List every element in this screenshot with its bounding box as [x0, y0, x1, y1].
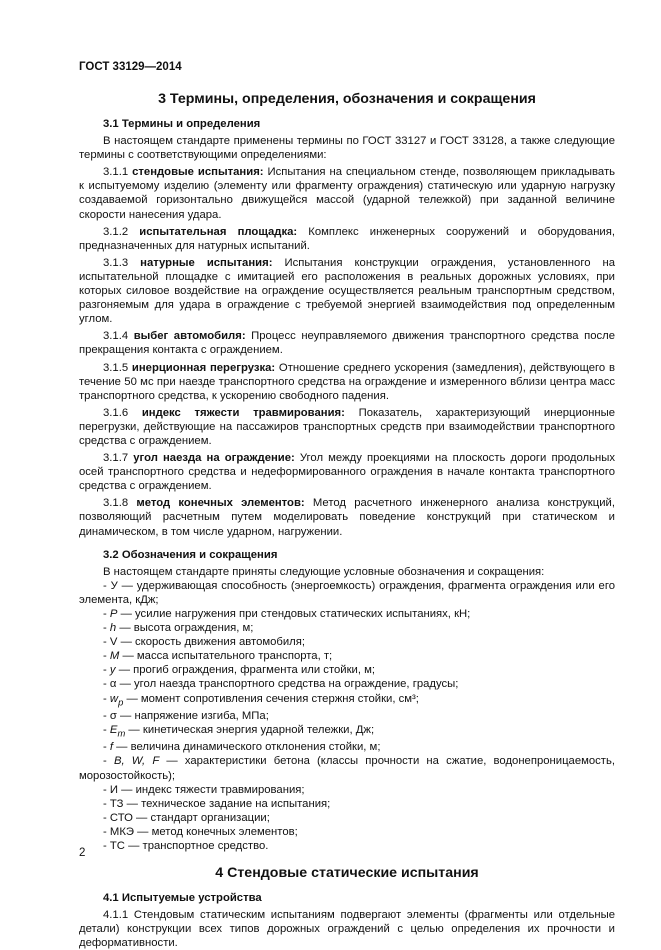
- symbol: f: [109, 741, 114, 754]
- document-body: [79, 91, 615, 950]
- term-definition: [79, 496, 615, 538]
- term-name: угол наезда на ограждение:: [133, 452, 295, 465]
- subsection-3-2-title: 3.2 Обозначения и сокращения: [103, 548, 278, 561]
- term-name: выбег автомобиля:: [133, 330, 246, 343]
- term-number: 3.1.5: [103, 361, 132, 374]
- symbol: И: [109, 783, 119, 796]
- symbol-description: — характеристики бетона (классы прочности на сжатие, водонепроницаемость, морозостойкость);: [79, 755, 616, 782]
- term-definition: [79, 329, 615, 357]
- term-definition: [79, 165, 615, 221]
- symbol-item: - σ — напряжение изгиба, МПа;: [103, 709, 269, 722]
- symbol: ТЗ: [109, 797, 124, 810]
- symbol-description: — стандарт организации;: [132, 811, 270, 824]
- symbol-description: — напряжение изгиба, МПа;: [116, 709, 269, 722]
- symbol-item: - P — усилие нагружения при стендовых статических испытаниях, кН;: [103, 608, 471, 620]
- symbol-item: - У — удерживающая способность (энергоемкость) ограждения, фрагмента ограждения или его элемента, кДж;: [79, 579, 615, 606]
- subsection-3-1-intro: В настоящем стандарте применены термины по ГОСТ 33127 и ГОСТ 33128, а также следующие термины с соответствующими определениями:: [79, 135, 615, 162]
- term-number: 3.1.7: [103, 452, 134, 465]
- term-text: Испытания конструкции ограждения, установленного на испытательной площадке с имитацией его расположения в реальных дорожных условиях, при которых силовое воздействие на ограждение осуществляется реальным транспортным средством, разгоняемым для удара в ограждение с требуемой энергией взаимодействия под определенным углом.: [79, 256, 615, 326]
- term-text: Процесс неуправляемого движения транспортного средства после прекращения контакта с ограждением.: [79, 330, 615, 357]
- term-name: метод конечных элементов:: [136, 497, 305, 510]
- symbol-item: - $w_p$ — момент сопротивления сечения стержня стойки, см³;: [103, 692, 419, 707]
- symbol: M: [109, 650, 120, 663]
- section-4-title: 4 Стендовые статические испытания: [215, 865, 479, 882]
- term-definition: [79, 361, 615, 403]
- symbol-item: - И — индекс тяжести травмирования;: [103, 783, 305, 796]
- symbol-item: - ТЗ — техническое задание на испытания;: [103, 797, 331, 810]
- symbol-description: — кинетическая энергия ударной тележки, Дж;: [125, 724, 375, 736]
- term-number: 3.1.8: [103, 497, 137, 510]
- symbol-item: - M — масса испытательного транспорта, т;: [103, 650, 333, 663]
- symbol-description: — индекс тяжести травмирования;: [118, 783, 305, 796]
- term-number: 3.1.6: [103, 406, 142, 419]
- symbol-description: — метод конечных элементов;: [134, 825, 298, 838]
- term-text: Комплекс инженерных сооружений и оборудования, предназначенных для натурных испытаний.: [79, 225, 615, 252]
- symbol: B, W, F: [113, 755, 160, 768]
- symbol-item: - y — прогиб ограждения, фрагмента или стойки, м;: [103, 664, 376, 677]
- symbol: α: [109, 678, 117, 691]
- term-name: стендовые испытания:: [132, 166, 264, 179]
- symbol-item: - B, W, F — характеристики бетона (классы прочности на сжатие, водонепроницаемость, морозостойкость);: [79, 755, 616, 782]
- symbol-item: - ТС — транспортное средство.: [103, 840, 269, 852]
- symbol: E: [109, 724, 118, 736]
- symbol-description: — момент сопротивления сечения стержня стойки, см³;: [123, 692, 419, 705]
- symbol-item: - МКЭ — метод конечных элементов;: [103, 825, 298, 838]
- symbol-description: — величина динамического отклонения стойки, м;: [113, 741, 381, 754]
- subsection-3-2-intro: В настоящем стандарте приняты следующие условные обозначения и сокращения:: [103, 565, 545, 578]
- symbol-item: - $E_т$ — кинетическая энергия ударной тележки, Дж;: [103, 724, 375, 739]
- term-text: Показатель, характеризующий инерционные перегрузки, действующие на пассажиров транспортных средств при взаимодействии транспортного средства с ограждением.: [79, 406, 615, 447]
- terms-list: [79, 165, 615, 538]
- symbol: y: [109, 664, 116, 677]
- symbol-subscript: т: [117, 727, 126, 739]
- paragraph-4-1-1: 4.1.1 Стендовым статическим испытаниям подвергают элементы (фрагменты или отдельные детали) конструкции всех типов дорожных ограждений с целью определения их прочности и деформативности.: [79, 909, 615, 950]
- document-header: ГОСТ 33129—2014: [79, 61, 182, 73]
- term-number: 3.1.1: [103, 166, 133, 179]
- symbol-description: — высота ограждения, м;: [116, 622, 254, 635]
- symbols-list: [79, 579, 615, 853]
- symbol-item: - СТО — стандарт организации;: [103, 811, 270, 824]
- symbol: V: [109, 636, 118, 649]
- term-definition: [79, 225, 615, 253]
- symbol: h: [109, 622, 117, 635]
- term-definition: [79, 256, 615, 326]
- symbol: МКЭ: [109, 825, 135, 838]
- symbol-subscript: p: [118, 695, 124, 707]
- symbol: w: [109, 692, 119, 705]
- symbol-description: — масса испытательного транспорта, т;: [119, 650, 333, 663]
- symbol-item: - h — высота ограждения, м;: [103, 622, 254, 635]
- symbol-description: — техническое задание на испытания;: [123, 797, 331, 810]
- symbol: σ: [109, 709, 117, 722]
- section-3-title: 3 Термины, определения, обозначения и сокращения: [158, 91, 536, 107]
- symbol-description: — транспортное средство.: [124, 840, 269, 852]
- symbol-item: - f — величина динамического отклонения стойки, м;: [103, 741, 381, 754]
- subsection-4-1-title: 4.1 Испытуемые устройства: [103, 892, 262, 905]
- term-text: Отношение среднего ускорения (замедления), действующего в течение 50 мс при наезде транспортного средства на ограждение и измеренного вблизи центра масс транспортного средства, к ускорению свободного падения.: [79, 361, 615, 402]
- term-definition: [79, 406, 615, 448]
- term-definition: [79, 451, 615, 493]
- symbol-description: — угол наезда транспортного средства на ограждение, градусы;: [116, 678, 459, 691]
- term-name: испытательная площадка:: [139, 225, 298, 238]
- symbol: ТС: [109, 840, 125, 852]
- term-text: Угол между проекциями на плоскость дороги продольных осей транспортного средства и недеформированного ограждения в начале контакта транспортного средства с ограждением.: [79, 452, 616, 493]
- symbol-item: - V — скорость движения автомобиля;: [103, 636, 306, 649]
- term-number: 3.1.4: [103, 330, 134, 343]
- symbol: P: [109, 608, 118, 620]
- symbol-item: - α — угол наезда транспортного средства на ограждение, градусы;: [103, 678, 459, 691]
- symbol: У: [110, 579, 118, 592]
- term-text: Испытания на специальном стенде, позволяющем прикладывать к испытуемому изделию (элементу или фрагменту ограждения) статическую или ударную нагрузку создаваемой горизонтально движущейся массой (ударной тележкой) при заданной величине скорости нанесения удара.: [79, 166, 616, 221]
- page-number: 2: [79, 847, 86, 859]
- symbol: СТО: [109, 811, 133, 824]
- term-number: 3.1.3: [103, 256, 141, 269]
- term-name: индекс тяжести травмирования:: [141, 406, 345, 419]
- term-name: натурные испытания:: [140, 256, 273, 269]
- term-text: Метод расчетного инженерного анализа конструкций, позволяющий расчетным путем моделировать поведение конструкций при статическом и динамическом, в том числе ударном, нагружении.: [79, 497, 615, 538]
- term-number: 3.1.2: [103, 225, 140, 238]
- symbol-description: — усилие нагружения при стендовых статических испытаниях, кН;: [117, 608, 471, 620]
- symbol-description: — скорость движения автомобиля;: [117, 636, 306, 649]
- term-name: инерционная перегрузка:: [131, 361, 276, 374]
- symbol-description: — удерживающая способность (энергоемкость) ограждения, фрагмента ограждения или его элемента, кДж;: [79, 579, 615, 606]
- symbol-description: — прогиб ограждения, фрагмента или стойки, м;: [115, 664, 376, 677]
- subsection-3-1-title: 3.1 Термины и определения: [103, 118, 261, 130]
